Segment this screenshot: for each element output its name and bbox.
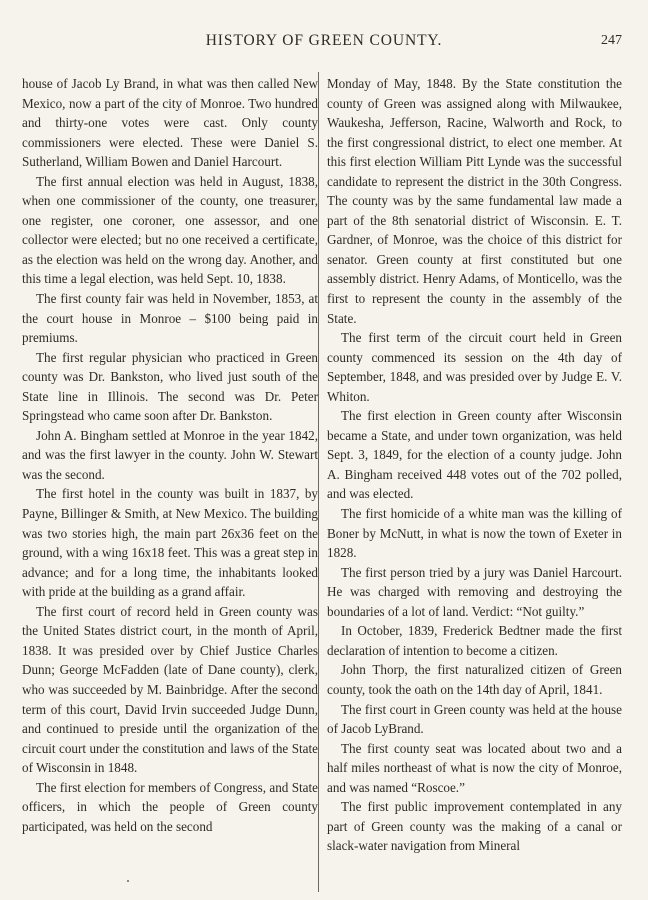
paragraph-continued-congress: Monday of May, 1848. By the State constitution the county of Green was assigned along with Milwaukee, Waukesha, Jefferson, Racine, Walworth and Rock, to the first congressional district, to elect one member. At this first election William Pitt Lynde was the successful candidate to represent the district in the 30th Congress. The county was by the same fundamental law made a part of the 8th senatorial district of Wisconsin. E. T. Gardner, of Monroe, was the choice of this district for senator. Green county at first constituted but one assembly district. Henry Adams, of Monticello, was the first to represent the county in the assembly of the State. <box>327 76 622 326</box>
paragraph-first-physician: The first regular physician who practiced in Green county was Dr. Bankston, who lived just south of the State line in Illinois. The second was Dr. Peter Springstead who came soon after Dr. Bankston. <box>22 349 318 424</box>
paragraph-first-circuit-court: The first term of the circuit court held in Green county commenced its session on the 4th day of September, 1848, and was presided over by Judge E. V. Whiton. <box>327 330 622 404</box>
paragraph-first-congressional-election: The first election for members of Congress, and State officers, in which the people of Green county participated, was held on the second <box>22 779 318 834</box>
paragraph-first-county-seat: The first county seat was located about two and a half miles northeast of what is now the city of Monroe, and was named “Roscoe.” <box>327 740 622 795</box>
left-column <box>22 74 318 836</box>
paragraph-first-court-location: The first court in Green county was held at the house of Jacob LyBrand. <box>327 701 622 737</box>
page-header <box>0 32 648 52</box>
paragraph-first-jury-trial: The first person tried by a jury was Daniel Harcourt. He was charged with removing and destroying the boundaries of a lot of land. Verdict: “Not guilty.” <box>327 564 622 619</box>
paragraph-first-county-fair: The first county fair was held in November, 1853, at the court house in Monroe – $100 being paid in premiums. <box>22 291 318 346</box>
paragraph-first-court-of-record: The first court of record held in Green county was the United States district court, in the month of April, 1838. It was presided over by Chief Justice Charles Dunn; George McFadden (late of Dane county), clerk, who was succeeded by M. Bainbridge. After the second term of this court, David Irvin succeeded Judge Dunn, and continued to preside until the organization of the circuit court under the constitution and laws of the State of Wisconsin in 1848. <box>22 603 318 776</box>
paragraph-first-homicide: The first homicide of a white man was the killing of Boner by McNutt, in what is now the town of Exeter in 1828. <box>327 506 622 561</box>
column-divider <box>318 72 319 892</box>
paragraph-first-annual-election: The first annual election was held in August, 1838, when one commissioner of the county, one treasurer, one register, one coroner, one assessor, and one collector were elected; but no one received a certificate, as the election was held on the wrong day. Another, and this time a legal election, was held Sept. 10, 1838. <box>22 173 318 287</box>
paragraph-first-state-election: The first election in Green county after Wisconsin became a State, and under town organization, was held Sept. 3, 1849, for the election of a county judge. John A. Bingham received 448 votes out of the 702 polled, and was elected. <box>327 408 622 502</box>
paragraph-first-hotel: The first hotel in the county was built in 1837, by Payne, Billinger & Smith, at New Mexico. The building was two stories high, the main part 26x36 feet on the ground, with a wing 16x18 feet. This was a great step in advance; and for a long time, the inhabitants looked with pride at the building as a grand affair. <box>22 486 318 600</box>
running-title: HISTORY OF GREEN COUNTY. <box>205 32 443 49</box>
paragraph-continued: house of Jacob Ly Brand, in what was then called New Mexico, now a part of the city of Monroe. Two hundred and thirty-one votes were cast. Only county commissioners were elected. These were Daniel S. Sutherland, William Bowen and Daniel Harcourt. <box>22 76 318 170</box>
paper-speck <box>127 880 129 882</box>
paragraph-first-naturalized-citizen: John Thorp, the first naturalized citizen of Green county, took the oath on the 14th day of April, 1841. <box>327 662 622 697</box>
paragraph-first-declaration: In October, 1839, Frederick Bedtner made the first declaration of intention to become a citizen. <box>327 623 622 658</box>
paragraph-first-public-improvement: The first public improvement contemplated in any part of Green county was the making of a canal or slack-water navigation from Mineral <box>327 799 622 854</box>
right-column <box>327 74 622 856</box>
page-number: 247 <box>601 33 622 48</box>
paragraph-first-lawyer: John A. Bingham settled at Monroe in the year 1842, and was the first lawyer in the county. John W. Stewart was the second. <box>22 427 318 482</box>
